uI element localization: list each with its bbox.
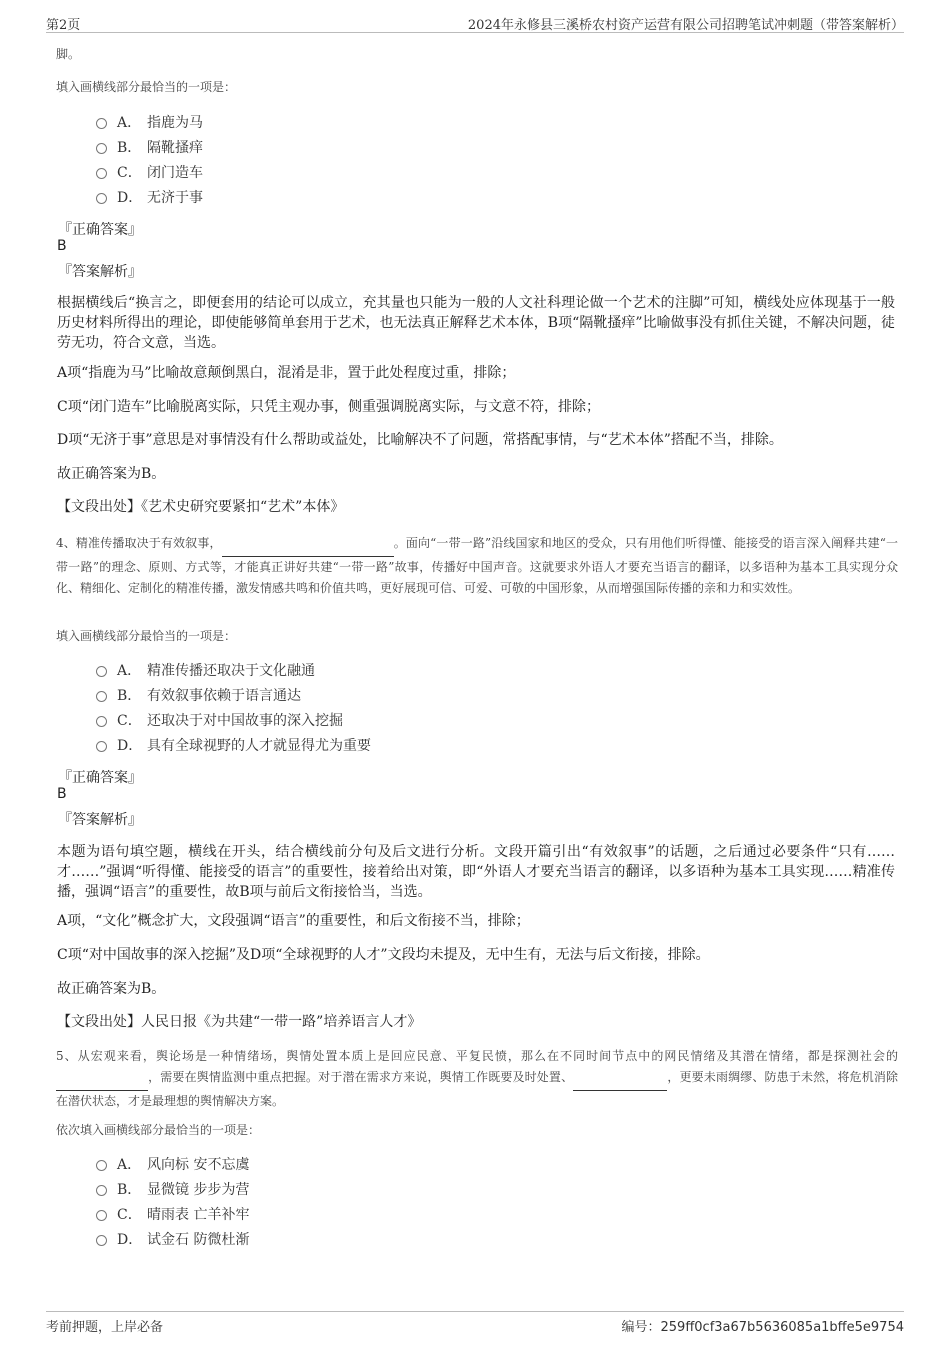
q3-option-b[interactable]: B． 隔靴搔痒	[96, 136, 203, 161]
q4-answer: B	[57, 786, 67, 802]
q3-stem-tail: 脚。	[56, 47, 81, 61]
q3-option-d[interactable]: D． 无济于事	[96, 186, 203, 211]
page-number: 第2页	[46, 18, 81, 33]
radio-icon[interactable]	[96, 1160, 107, 1171]
q4-conclusion: 故正确答案为B。	[57, 981, 166, 997]
radio-icon[interactable]	[96, 716, 107, 727]
q3-answer-label: 『正确答案』	[58, 222, 142, 238]
q5-option-d[interactable]: D． 试金石 防微杜渐	[96, 1228, 249, 1253]
radio-icon[interactable]	[96, 1235, 107, 1246]
radio-icon[interactable]	[96, 118, 107, 129]
q4-analysis-cd: C项“对中国故事的深入挖掘”及D项“全球视野的人才”文段均未提及，无中生有，无法与后文衔接，排除。	[57, 947, 710, 963]
q3-analysis-a: A项“指鹿为马”比喻故意颠倒黑白，混淆是非，置于此处程度过重，排除；	[57, 365, 516, 381]
radio-icon[interactable]	[96, 168, 107, 179]
q5-options	[96, 1153, 249, 1253]
q3-options	[96, 111, 203, 211]
q3-analysis-label: 『答案解析』	[58, 264, 142, 280]
radio-icon[interactable]	[96, 666, 107, 677]
q3-source: 【文段出处】《艺术史研究要紧扣“艺术”本体》	[57, 499, 345, 515]
q3-option-a[interactable]: A． 指鹿为马	[96, 111, 203, 136]
q4-analysis-main: 本题为语句填空题，横线在开头，结合横线前分句及后文进行分析。文段开篇引出“有效叙事”的话题，之后通过必要条件“只有……才……”强调“听得懂、能接受的语言”的重要性，接着给出对策，即“外语人才要充当语言的翻译，以多语种为基本工具实现……精准传播，强调“语言”的重要性，故B项与前后文衔接恰当，当选。	[57, 844, 895, 900]
q3-analysis-main: 根据横线后“换言之，即便套用的结论可以成立，充其量也只能为一般的人文社科理论做一个艺术的注脚”可知，横线处应体现基于一般历史材料所得出的理论，即使能够简单套用于艺术，也无法真正解释艺术本体，B项“隔靴搔痒”比喻做事没有抓住关键，不解决问题，徒劳无功，符合文意，当选。	[57, 295, 895, 351]
q3-option-c[interactable]: C． 闭门造车	[96, 161, 203, 186]
q5-blank-2	[573, 1069, 667, 1091]
q4-option-a[interactable]: A． 精准传播还取决于文化融通	[96, 659, 371, 684]
q3-analysis-d: D项“无济于事”意思是对事情没有什么帮助或益处，比喻解决不了问题，常搭配事情，与“艺术本体”搭配不当，排除。	[57, 432, 783, 448]
q5-option-c[interactable]: C． 晴雨表 亡羊补牢	[96, 1203, 249, 1228]
q3-analysis-c: C项“闭门造车”比喻脱离实际，只凭主观办事，侧重强调脱离实际，与文意不符，排除；	[57, 399, 601, 415]
radio-icon[interactable]	[96, 1210, 107, 1221]
radio-icon[interactable]	[96, 143, 107, 154]
footer-code: 编号：259ff0cf3a67b5636085a1bffe5e9754	[621, 1320, 904, 1335]
page-footer	[46, 1311, 904, 1334]
q4-analysis-a: A项，“文化”概念扩大，文段强调“语言”的重要性，和后文衔接不当，排除；	[57, 913, 530, 929]
radio-icon[interactable]	[96, 193, 107, 204]
radio-icon[interactable]	[96, 741, 107, 752]
q4-option-c[interactable]: C． 还取决于对中国故事的深入挖掘	[96, 709, 371, 734]
page-header	[46, 12, 904, 33]
radio-icon[interactable]	[96, 691, 107, 702]
footer-slogan: 考前押题，上岸必备	[46, 1320, 164, 1335]
q5-prompt: 依次填入画横线部分最恰当的一项是：	[56, 1123, 261, 1137]
q4-stem: 4、精准传播取决于有效叙事， 。面向“一带一路”沿线国家和地区的受众，只有用他们听得懂、能接受的语言深入阐释共建“一带一路”的理念、原则、方式等，才能真正讲好共建“一带一路”故事，传播好中国声音。这就要求外语人才要充当语言的翻译，以多语种为基本工具实现分众化、精细化、定制化的精准传播，激发情感共鸣和价值共鸣，更好展现可信、可爱、可敬的中国形象，从而增强国际传播的亲和力和实效性。	[56, 536, 898, 595]
q4-blank	[222, 535, 394, 557]
document-title: 2024年永修县三溪桥农村资产运营有限公司招聘笔试冲刺题（带答案解析）	[467, 18, 904, 33]
q4-option-b[interactable]: B． 有效叙事依赖于语言通达	[96, 684, 371, 709]
q3-prompt: 填入画横线部分最恰当的一项是：	[56, 80, 237, 94]
q4-analysis-label: 『答案解析』	[58, 812, 142, 828]
q5-stem: 5、从宏观来看，舆论场是一种情绪场，舆情处置本质上是回应民意、平复民愤，那么在不同时间节点中的网民情绪及其潜在情绪，都是探测社会的 ，需要在舆情监测中重点把握。对于潜在需求方来说，舆情工作既要及时处置、 ，更要未雨绸缪、防患于未然，将危机消除在潜伏状态，才是最理想的舆情解决方案。	[56, 1049, 898, 1108]
q4-options	[96, 659, 371, 759]
q4-source: 【文段出处】人民日报《为共建“一带一路”培养语言人才》	[57, 1014, 422, 1030]
q3-conclusion: 故正确答案为B。	[57, 466, 166, 482]
q5-option-a[interactable]: A． 风向标 安不忘虞	[96, 1153, 249, 1178]
q3-answer: B	[57, 238, 67, 254]
q5-number: 5、	[56, 1049, 78, 1063]
q4-prompt: 填入画横线部分最恰当的一项是：	[56, 629, 237, 643]
q4-option-d[interactable]: D． 具有全球视野的人才就显得尤为重要	[96, 734, 371, 759]
q5-option-b[interactable]: B． 显微镜 步步为营	[96, 1178, 249, 1203]
q5-blank-1	[56, 1069, 148, 1091]
q4-answer-label: 『正确答案』	[58, 770, 142, 786]
q4-number: 4、	[56, 536, 76, 550]
radio-icon[interactable]	[96, 1185, 107, 1196]
